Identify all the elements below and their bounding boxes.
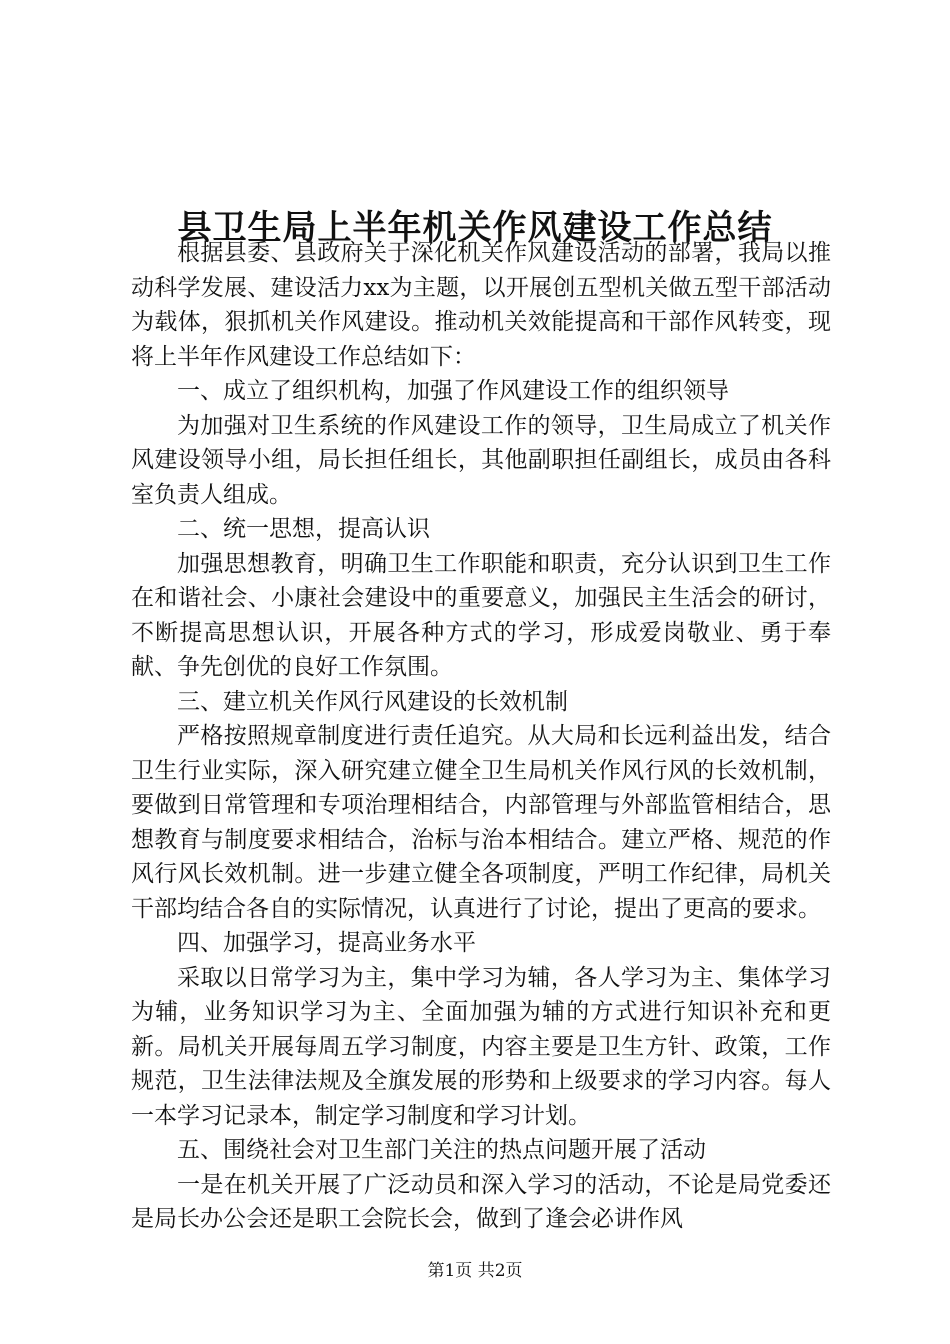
paragraph-section-1: 为加强对卫生系统的作风建设工作的领导，卫生局成立了机关作风建设领导小组，局长担任组长，其他副职担任副组长，成员由各科室负责人组成。: [131, 412, 831, 508]
paragraph-intro: 根据县委、县政府关于深化机关作风建设活动的部署，我局以推动科学发展、建设活力xx为主题，以开展创五型机关做五型干部活动为载体，狠抓机关作风建设。推动机关效能提高和干部作风转变，现将上半年作风建设工作总结如下：: [131, 240, 831, 370]
section-heading-5: 五、围绕社会对卫生部门关注的热点问题开展了活动: [177, 1137, 706, 1163]
paragraph-section-5: 一是在机关开展了广泛动员和深入学习的活动，不论是局党委还是局长办公会还是职工会院长会，做到了逢会必讲作风: [131, 1171, 831, 1232]
document-title: 县卫生局上半年机关作风建设工作总结: [177, 207, 773, 248]
section-heading-2: 二、统一思想，提高认识: [177, 516, 430, 542]
page-footer: 第1页 共2页: [427, 1261, 523, 1281]
document-body: [131, 236, 831, 1237]
section-heading-4: 四、加强学习，提高业务水平: [177, 930, 476, 956]
paragraph-section-4: 采取以日常学习为主，集中学习为辅，各人学习为主、集体学习为辅，业务知识学习为主、全面加强为辅的方式进行知识补充和更新。局机关开展每周五学习制度，内容主要是卫生方针、政策，工作规范，卫生法律法规及全旗发展的形势和上级要求的学习内容。每人一本学习记录本，制定学习制度和学习计划。: [131, 964, 831, 1129]
paragraph-section-2: 加强思想教育，明确卫生工作职能和职责，充分认识到卫生工作在和谐社会、小康社会建设中的重要意义，加强民主生活会的研讨，不断提高思想认识，开展各种方式的学习，形成爱岗敬业、勇于奉献、争先创优的良好工作氛围。: [131, 550, 831, 680]
paragraph-section-3: 严格按照规章制度进行责任追究。从大局和长远利益出发，结合卫生行业实际，深入研究建立健全卫生局机关作风行风的长效机制，要做到日常管理和专项治理相结合，内部管理与外部监管相结合，思想教育与制度要求相结合，治标与治本相结合。建立严格、规范的作风行风长效机制。进一步建立健全各项制度，严明工作纪律，局机关干部均结合各自的实际情况，认真进行了讨论，提出了更高的要求。: [131, 723, 831, 922]
section-heading-1: 一、成立了组织机构，加强了作风建设工作的组织领导: [177, 378, 729, 404]
section-heading-3: 三、建立机关作风行风建设的长效机制: [177, 688, 568, 715]
